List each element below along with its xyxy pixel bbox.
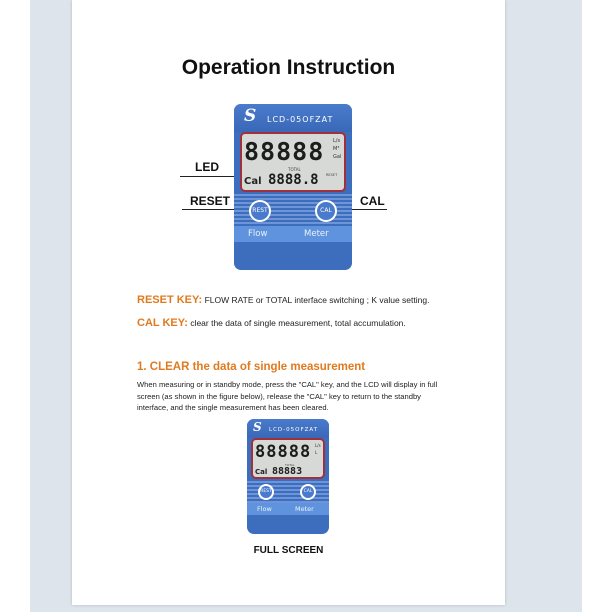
lcd-main-digits: 88888 xyxy=(255,442,312,462)
lcd-main-digits: 88888 xyxy=(244,137,325,166)
reset-key-text: FLOW RATE or TOTAL interface switching ; K value setting. xyxy=(204,295,430,305)
lcd-total-label: TOTAL xyxy=(285,463,295,467)
meter-model: LCD-05OFZAT xyxy=(269,427,319,433)
cal-key-text: clear the data of single measurement, total accumulation. xyxy=(190,318,406,328)
bottom-label-meter: Meter xyxy=(304,229,329,239)
reset-button: REST xyxy=(258,484,274,500)
callout-led-line xyxy=(180,176,242,177)
cal-button: CAL xyxy=(315,200,337,222)
figure-caption: FULL SCREEN xyxy=(253,545,324,556)
lcd-total-label: TOTAL xyxy=(288,167,301,172)
meter-illustration-small xyxy=(247,419,329,534)
lcd-sub-digits: 8888.8 xyxy=(268,172,319,188)
bottom-label-meter: Meter xyxy=(295,505,314,513)
meter-illustration-large xyxy=(234,104,352,270)
bottom-label-flow: Flow xyxy=(257,505,272,513)
lcd-cal-label: Cal xyxy=(255,468,268,476)
callout-cal: CAL xyxy=(360,194,385,208)
meter-bottom-bar xyxy=(234,226,352,242)
lcd-reset-label: RESET xyxy=(326,173,338,177)
lcd-units: L/s L xyxy=(315,443,321,455)
lcd-units: L/s M³ Gal xyxy=(333,138,342,160)
lcd-cal-label: Cal xyxy=(244,176,262,187)
reset-key-label: RESET KEY: xyxy=(137,294,203,306)
cal-key-description xyxy=(137,317,406,329)
callout-led: LED xyxy=(195,160,219,174)
callout-reset: RESET xyxy=(190,194,231,208)
brand-logo: S xyxy=(244,106,257,126)
cal-button: CAL xyxy=(300,484,316,500)
brand-logo: S xyxy=(253,420,262,434)
meter-bottom-bar xyxy=(247,503,329,515)
cal-key-label: CAL KEY: xyxy=(137,317,188,329)
section-heading: 1. CLEAR the data of single measurement xyxy=(137,361,366,373)
section-paragraph: When measuring or in standby mode, press the "CAL" key, and the LCD will display in full screen (as shown in the figure below), release the "CAL" key to return to the standby interface, and the single measurement has been cleared. xyxy=(137,380,438,412)
page-title: Operation Instruction xyxy=(181,56,396,79)
document-page xyxy=(72,0,505,605)
bottom-label-flow: Flow xyxy=(248,229,268,239)
lcd-display xyxy=(251,438,325,479)
callout-cal-line xyxy=(352,209,387,210)
reset-key-description xyxy=(137,294,429,306)
lcd-sub-digits: 88883 xyxy=(272,466,303,477)
reset-button: REST xyxy=(249,200,271,222)
lcd-display xyxy=(240,132,346,192)
meter-model: LCD-05OFZAT xyxy=(267,115,334,124)
